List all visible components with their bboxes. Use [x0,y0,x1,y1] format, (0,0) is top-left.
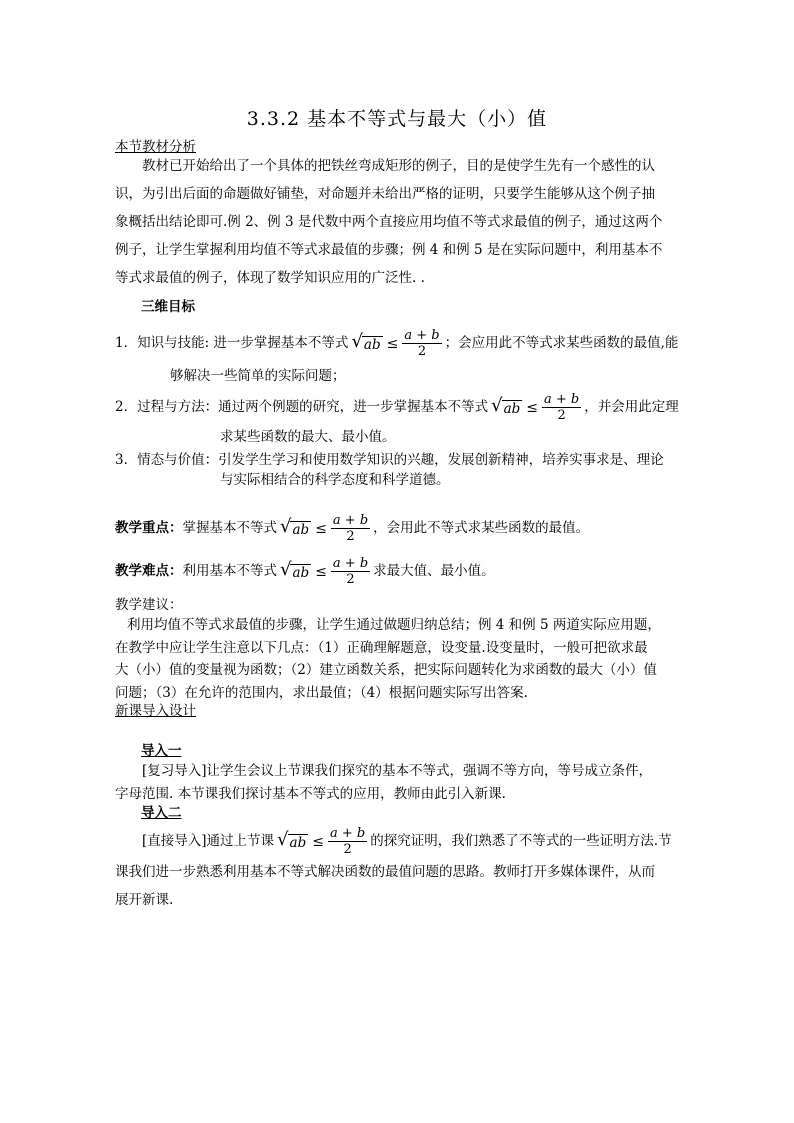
formula-le: ≤ [312,833,324,850]
formula-numerator: a + b [329,826,366,841]
formula-radicand: ab [503,401,521,417]
analysis-line: 教材已开始给出了一个具体的把铁丝弯成矩形的例子，目的是使学生先有一个感性的认 [142,158,655,174]
formula-le: ≤ [386,335,399,352]
intro-2-paragraph [115,858,679,914]
intro-2-text-b: 的探究证明，我们熟悉了不等式的一些证明方法.节 [370,833,672,849]
advice-line: 在教学中应让学生注意以下几点：（1）正确理解题意，设变量.设变量时，一般可把欲求最 [115,639,648,656]
goal-3-line2: 与实际相结合的科学态度和科学道德。 [220,472,450,488]
goal-2-label: 2．过程与方法：通过两个例题的研究，进一步掌握基本不等式 [115,399,489,415]
key-text-a: 掌握基本不等式 [182,520,277,536]
goal-1 [115,328,715,359]
inequality-formula: √ ab ≤ $\frac{a + b}{2}$ [491,392,580,423]
key-text-b: ，会用此不等式求某些函数的最值。 [373,520,590,536]
formula-radicand: ab [292,565,310,581]
intro-2-text-a: [直接导入]通过上节课 [142,833,275,849]
goal-2-tail: ，并会用此定理 [584,399,679,415]
formula-denominator: 2 [557,408,566,423]
intro-2-line: 课我们进一步熟悉利用基本不等式解决函数的最值问题的思路。教师打开多媒体课件，从而 [115,864,655,880]
advice-line: 利用均值不等式求最值的步骤，让学生通过做题归纳总结；例 4 和例 5 两道实际应用题， [127,617,661,633]
difficulty-label: 教学难点： [115,563,183,579]
intro-1-line: 字母范围. 本节课我们探讨基本不等式的应用，教师由此引入新课. [115,785,506,802]
advice-line: 问题；（3）在允许的范围内，求出最值；（4）根据问题实际写出答案. [115,684,528,701]
formula-radicand: ab [363,337,381,353]
inequality-formula: √ ab ≤ $\frac{a + b}{2}$ [277,826,366,857]
analysis-line: 识，为引出后面的命题做好铺垫，对命题并未给出严格的证明，只要学生能够从这个例子抽 [115,186,655,202]
analysis-line: 等式求最值的例子，体现了数学知识应用的广泛性. . [115,270,425,286]
advice-heading: 教学建议： [115,597,183,613]
analysis-heading: 本节教材分析 [115,139,196,155]
inequality-formula: √ ab ≤ $\frac{a + b}{2}$ [280,513,369,544]
formula-le: ≤ [526,399,539,416]
formula-denominator: 2 [346,529,355,544]
formula-radicand: ab [289,835,307,851]
formula-denominator: 2 [417,344,427,359]
goal-2 [115,392,715,423]
advice-paragraph [115,614,679,704]
difficulty-text-b: 求最大值、最小值。 [373,563,495,579]
key-label: 教学重点： [115,520,183,536]
goal-1-tail: ；会应用此不等式求某些函数的最值,能 [444,335,679,351]
intro-2-line: 展开新课. [115,892,174,908]
formula-le: ≤ [315,563,327,580]
page-title: 3.3.2 基本不等式与最大（小）值 [246,108,548,130]
formula-denominator: 2 [343,842,352,857]
intro-2-heading: 导入二 [141,805,182,821]
goal-1-label: 1．知识与技能: 进一步掌握基本不等式 [115,335,349,351]
analysis-paragraph [115,152,679,292]
goal-3-line1: 3．情态与价值：引发学生学习和使用数学知识的兴趣，发展创新精神，培养实事求是、理论 [115,452,664,468]
intro-1-paragraph [115,760,679,805]
advice-line: 大（小）值的变量视为函数；（2）建立函数关系，把实际问题转化为求函数的最大（小）值 [115,662,657,678]
intro-design-heading: 新课导入设计 [115,703,196,719]
analysis-line: 象概括出结论即可.例 2、例 3 是代数中两个直接应用均值不等式求最值的例子，通过这两个 [115,214,663,230]
difficulty-text-a: 利用基本不等式 [182,563,277,579]
goal-1-line2: 够解决一些简单的实际问题； [170,368,346,384]
intro-1-heading: 导入一 [141,743,182,759]
formula-denominator: 2 [346,572,355,587]
formula-numerator: a + b [332,556,369,571]
intro-2-first-line [115,826,715,857]
formula-le: ≤ [315,520,327,537]
goals-heading: 三维目标 [141,299,195,315]
intro-1-line: [复习导入]让学生会议上节课我们探究的基本不等式，强调不等方向，等号成立条件， [142,763,653,779]
formula-numerator: a + b [332,513,369,528]
teaching-difficulty [115,556,715,587]
analysis-line: 例子，让学生掌握利用均值不等式求最值的步骤；例 4 和例 5 是在实际问题中，利用基本不 [115,242,663,258]
formula-numerator: a + b [544,392,580,407]
teaching-key-point [115,513,715,544]
goal-2-line2: 求某些函数的最大、最小值。 [220,429,396,445]
inequality-formula: √ ab ≤ $\frac{a + b}{2}$ [351,328,440,359]
formula-numerator: a + b [404,328,440,343]
formula-radicand: ab [292,522,310,538]
inequality-formula: √ ab ≤ $\frac{a + b}{2}$ [280,556,369,587]
